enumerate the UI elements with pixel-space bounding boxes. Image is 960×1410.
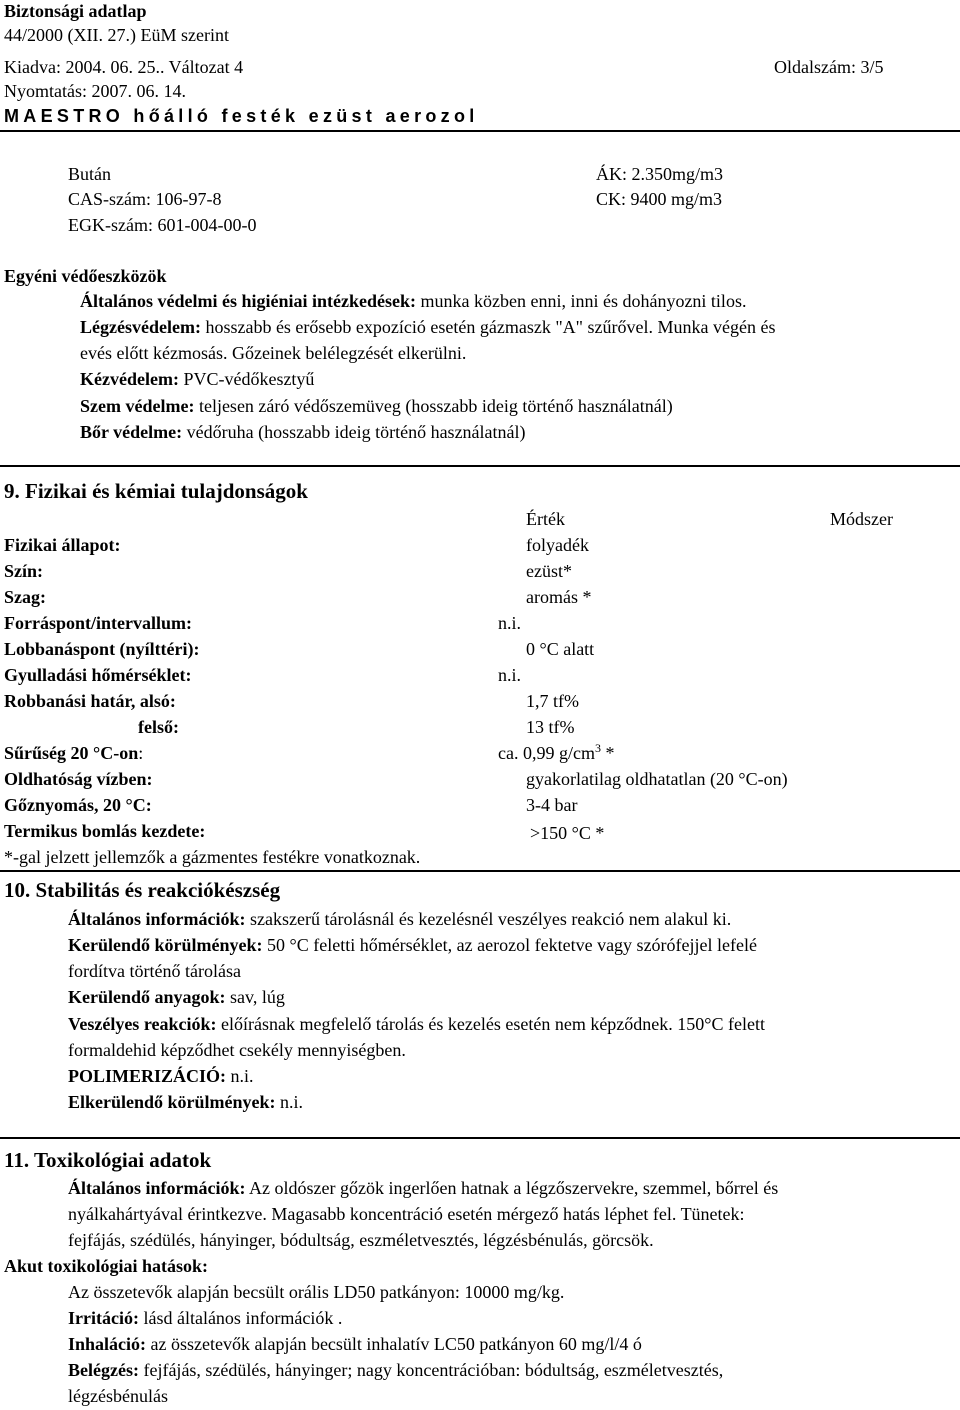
polymerization: POLIMERIZÁCIÓ: n.i. xyxy=(68,1066,254,1086)
property-label: Szag: xyxy=(4,587,46,607)
section-10-title: 10. Stabilitás és reakciókészség xyxy=(4,878,281,902)
property-label: Lobbanáspont (nyílttéri): xyxy=(4,639,200,659)
property-label: Gyulladási hőmérséklet: xyxy=(4,665,192,685)
property-value: aromás * xyxy=(526,587,592,607)
section-divider-11 xyxy=(0,1137,960,1139)
ppe-skin: Bőr védelme: védőruha (hosszabb ideig történő használatnál) xyxy=(80,422,526,442)
property-value: n.i. xyxy=(498,665,522,685)
density-label: Sűrűség 20 °C-on: xyxy=(4,743,144,763)
section-11-title: 11. Toxikológiai adatok xyxy=(4,1148,212,1172)
section-divider-9 xyxy=(0,465,960,467)
page-number: Oldalszám: 3/5 xyxy=(774,57,884,77)
property-value: folyadék xyxy=(526,535,589,555)
decomposition-value: >150 °C * xyxy=(530,823,605,843)
breathing-effects: Belégzés: fejfájás, szédülés, hányinger; nagy koncentrációban: bódultság, eszméletvesztés, xyxy=(68,1360,724,1380)
product-name: MAESTRO hőálló festék ezüst aerozol xyxy=(4,106,479,126)
property-value: 1,7 tf% xyxy=(526,691,579,711)
conditions-to-avoid-cont: fordítva történő tárolása xyxy=(68,961,241,981)
materials-to-avoid: Kerülendő anyagok: sav, lúg xyxy=(68,987,285,1007)
ck-limit: CK: 9400 mg/m3 xyxy=(596,189,723,209)
footnote: *-gal jelzett jellemzők a gázmentes festékre vonatkoznak. xyxy=(4,847,421,867)
section-9-title: 9. Fizikai és kémiai tulajdonságok xyxy=(4,479,308,503)
regulation-reference: 44/2000 (XII. 27.) EüM szerint xyxy=(4,25,229,45)
cas-number: CAS-szám: 106-97-8 xyxy=(68,189,222,209)
property-label: Robbanási határ, alsó: xyxy=(4,691,176,711)
tox-general-cont-2: fejfájás, szédülés, hányinger, bódultság, eszméletvesztés, légzésbénulás, görcsök. xyxy=(68,1230,654,1250)
property-label: felső: xyxy=(138,717,179,737)
property-value: n.i. xyxy=(498,613,522,633)
solubility-value: gyakorlatilag oldhatatlan (20 °C-on) xyxy=(526,769,788,789)
conditions-to-avoid: Kerülendő körülmények: 50 °C feletti hőmérséklet, az aerozol fektetve vagy szórófejjel lefelé xyxy=(68,935,757,955)
header-divider xyxy=(0,130,960,132)
tox-general: Általános információk: Az oldószer gőzök ingerlően hatnak a légzőszervekre, szemmel, bőrrel és xyxy=(68,1178,779,1198)
decomposition-label: Termikus bomlás kezdete: xyxy=(4,821,206,841)
hazardous-reactions-cont: formaldehid képződhet csekély mennyiségben. xyxy=(68,1040,406,1060)
column-method-header: Módszer xyxy=(830,509,893,529)
egk-number: EGK-szám: 601-004-00-0 xyxy=(68,215,257,235)
issue-date: Kiadva: 2004. 06. 25.. Változat 4 xyxy=(4,57,244,77)
ppe-general: Általános védelmi és higiéniai intézkedések: munka közben enni, inni és dohányozni tilos. xyxy=(80,291,747,311)
conditions-to-avoid-2: Elkerülendő körülmények: n.i. xyxy=(68,1092,304,1112)
vapour-pressure-value: 3-4 bar xyxy=(526,795,578,815)
irritation: Irritáció: lásd általános információk . xyxy=(68,1308,343,1328)
print-date: Nyomtatás: 2007. 06. 14. xyxy=(4,81,186,101)
ppe-hand: Kézvédelem: PVC-védőkesztyű xyxy=(80,369,315,389)
section-divider-10 xyxy=(0,870,960,872)
property-label: Szín: xyxy=(4,561,44,581)
density-value: ca. 0,99 $g/cm^3$ * xyxy=(498,741,615,763)
vapour-pressure-label: Gőznyomás, 20 °C: xyxy=(4,795,152,815)
property-value: 0 °C alatt xyxy=(526,639,595,659)
component-name: Bután xyxy=(68,164,111,184)
ak-limit: ÁK: 2.350mg/m3 xyxy=(596,164,724,184)
breathing-effects-cont: légzésbénulás xyxy=(68,1386,168,1406)
stability-general: Általános információk: szakszerű tárolásnál és kezelésnél veszélyes reakció nem alakul ki. xyxy=(68,909,732,929)
property-value: 13 tf% xyxy=(526,717,575,737)
acute-toxicity-title: Akut toxikológiai hatások: xyxy=(4,1256,209,1276)
acute-toxicity-oral: Az összetevők alapján becsült orális LD50 patkányon: 10000 mg/kg. xyxy=(68,1282,565,1302)
solubility-label: Oldhatóság vízben: xyxy=(4,769,153,789)
tox-general-cont: nyálkahártyával érintkezve. Magasabb koncentráció esetén mérgező hatás léphet fel. Tünetek: xyxy=(68,1204,745,1224)
hazardous-reactions: Veszélyes reakciók: előírásnak megfelelő tárolás és kezelés esetén nem képződnek. 150°C felett xyxy=(68,1014,765,1034)
inhalation: Inhaláció: az összetevők alapján becsült inhalatív LC50 patkányon 60 mg/l/4 ó xyxy=(68,1334,642,1354)
property-label: Forráspont/intervallum: xyxy=(4,613,192,633)
ppe-respiratory: Légzésvédelem: hosszabb és erősebb expozíció esetén gázmaszk "A" szűrővel. Munka végén és xyxy=(80,317,776,337)
ppe-respiratory-cont: evés előtt kézmosás. Gőzeinek belélegzését elkerülni. xyxy=(80,343,467,363)
ppe-eye: Szem védelme: teljesen záró védőszemüveg (hosszabb ideig történő használatnál) xyxy=(80,396,673,416)
ppe-title: Egyéni védőeszközök xyxy=(4,266,167,286)
property-value: ezüst* xyxy=(526,561,572,581)
document-title: Biztonsági adatlap xyxy=(4,1,147,21)
column-value-header: Érték xyxy=(526,509,565,529)
property-label: Fizikai állapot: xyxy=(4,535,121,555)
